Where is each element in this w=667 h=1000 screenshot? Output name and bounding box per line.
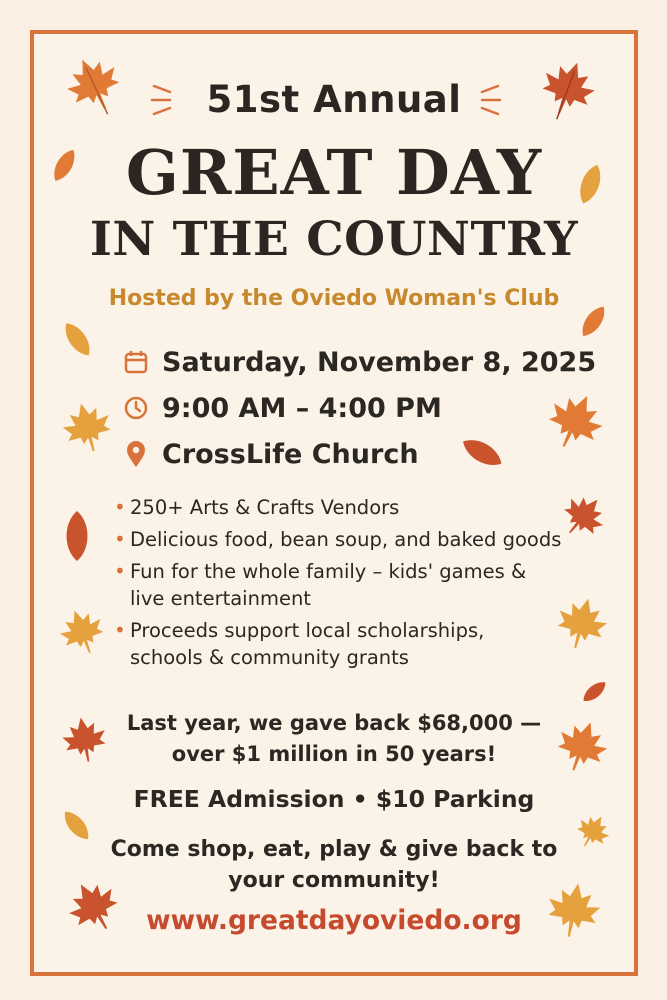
bullet-icon: •	[114, 618, 126, 642]
autumn-leaf-icon	[458, 430, 508, 476]
clock-icon	[120, 392, 152, 424]
event-title-line2: IN THE COUNTRY	[89, 212, 579, 267]
hosted-by: Hosted by the Oviedo Woman's Club	[108, 286, 560, 311]
list-item: • 250+ Arts & Crafts Vendors	[114, 495, 400, 519]
autumn-leaf-icon	[578, 676, 610, 708]
list-item: • Proceeds support local scholarships, schools & community grants	[114, 618, 485, 669]
autumn-leaf-icon	[60, 318, 96, 362]
event-time-row	[120, 390, 442, 426]
bullet-icon: •	[114, 527, 126, 551]
bullet-icon: •	[114, 559, 126, 583]
admission-info: FREE Admission • $10 Parking	[133, 785, 535, 813]
event-edition: 51st Annual	[206, 78, 462, 121]
impact-statement: Last year, we gave back $68,000 — over $1 million in 50 years!	[126, 711, 542, 766]
autumn-leaf-icon	[56, 392, 120, 468]
feature-list	[114, 494, 604, 676]
calendar-icon	[120, 346, 152, 378]
website-link[interactable]: www.greatdayoviedo.org	[146, 905, 522, 936]
event-title-line1: GREAT DAY	[125, 136, 543, 209]
event-location: CrossLife Church	[162, 438, 419, 470]
list-item: • Fun for the whole family – kids' games & live entertainment	[114, 559, 527, 610]
autumn-leaf-icon	[54, 604, 112, 664]
call-to-action: Come shop, eat, play & give back to your community!	[110, 837, 558, 893]
autumn-leaf-icon	[538, 384, 610, 464]
event-date: Saturday, November 8, 2025	[162, 346, 597, 378]
map-pin-icon	[120, 438, 152, 470]
list-item: • Delicious food, bean soup, and baked goods	[114, 527, 562, 551]
event-date-row	[120, 344, 596, 380]
bullet-icon: •	[114, 495, 126, 519]
event-location-row	[120, 436, 419, 472]
autumn-leaf-icon	[60, 506, 94, 568]
event-time: 9:00 AM – 4:00 PM	[162, 392, 442, 424]
